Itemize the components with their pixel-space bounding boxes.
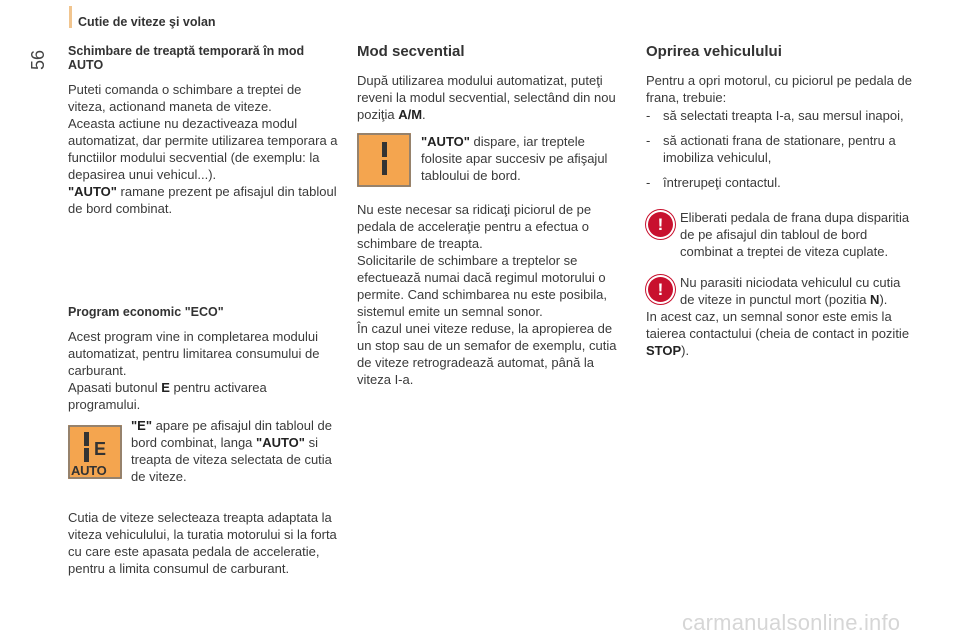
text: pentru activarea programului.: [68, 380, 267, 412]
bold-text: "AUTO": [421, 134, 470, 149]
eco-icon-description: [131, 417, 336, 485]
auto-label: AUTO: [71, 463, 107, 478]
list-dash: -: [646, 133, 651, 148]
paragraph: Aceasta actiune nu dezactiveaza modul automatizat, dar permite utilizarea temporara a functiilor modului secvential (de exemplu: la depasirea unui vehicul...).: [68, 116, 338, 182]
text: Nu parasiti niciodata vehiculul cu cutia de viteze in punctul mort (pozitia: [680, 275, 901, 307]
bold-text: "E": [131, 418, 152, 433]
bold-text: N: [870, 292, 880, 307]
text: .: [422, 107, 426, 122]
bold-text: "AUTO": [256, 435, 305, 450]
heading-eco-program: Program economic "ECO": [68, 305, 224, 319]
list-item-text: să actionati frana de stationare, pentru a imobiliza vehiculul,: [663, 133, 896, 165]
eco-e-label: E: [94, 439, 107, 459]
list-item: [646, 132, 922, 166]
text: ).: [879, 292, 888, 307]
bold-text: E: [161, 380, 170, 395]
page-number: 56: [28, 49, 48, 70]
heading-temporary-shift: Schimbare de treaptă temporară în mod AUTO: [68, 44, 305, 72]
list-item-text: întrerupeţi contactul.: [663, 175, 781, 190]
text: dispare, iar treptele folosite apar succesiv pe afişajul tabloului de bord.: [421, 134, 608, 183]
bold-text: A/M: [398, 107, 423, 122]
header-accent-bar: [69, 6, 72, 28]
list-item-text: să selectati treapta I-a, sau mersul inapoi,: [663, 108, 904, 123]
text: si treapta de viteza selectata de cutia de viteze.: [131, 435, 332, 484]
list-item: [646, 174, 922, 191]
watermark: carmanualsonline.info: [682, 610, 901, 635]
paragraph: Cutia de viteze selecteaza treapta adaptata la viteza vehiculului, la turatia motorului si la forta cu care este apasata pedala de acceleratie, pentru a limita consumul de carburant.: [68, 510, 337, 576]
paragraph: Puteti comanda o schimbare a treptei de viteza, actionand maneta de viteze.: [68, 82, 302, 114]
list-dash: -: [646, 175, 651, 190]
text: ramane prezent pe afisajul din tabloul de bord combinat.: [68, 184, 337, 216]
warning-icon: !: [648, 277, 673, 302]
column-middle: [357, 44, 629, 388]
heading-sequential-mode: Mod secvential: [357, 43, 465, 60]
text: După utilizarea modului automatizat, puteţi reveni la modul secvential, selectând din nou poziţia: [357, 73, 616, 122]
paragraph: [68, 183, 340, 217]
paragraph: Pentru a opri motorul, cu piciorul pe pedala de frana, trebuie:: [646, 73, 912, 105]
list-dash: -: [646, 108, 651, 123]
paragraph: [357, 72, 629, 123]
eco-auto-display-icon: [68, 425, 122, 479]
text: Apasati butonul: [68, 380, 162, 395]
bold-text: STOP: [646, 343, 682, 358]
paragraph: Acest program vine in completarea modului automatizat, pentru limitarea consumului de carburant.: [68, 329, 320, 378]
paragraph: Nu este necesar sa ridicaţi piciorul de pe pedala de acceleraţie pentru a efectua o schimbare de treapta.: [357, 202, 592, 251]
text: apare pe afisajul din tabloul de bord combinat, langa: [131, 418, 332, 450]
warning-icon: !: [648, 212, 673, 237]
column-left: [68, 44, 340, 577]
warning-text: Eliberati pedala de frana dupa disparitia de pe afisajul din tabloul de bord combinat a treptei de viteza cuplate.: [680, 210, 910, 259]
list-item: [646, 107, 922, 124]
paragraph: În cazul unei viteze reduse, la apropierea de un stop sau de un semafor de exemplu, cutia de viteze retrogradează automat, până la viteza I-a.: [357, 321, 617, 387]
bold-text: "AUTO": [68, 184, 117, 199]
sequential-display-icon: [357, 133, 411, 187]
warning-text: [680, 274, 918, 308]
section-title: Cutie de viteze şi volan: [78, 15, 216, 29]
text: ).: [681, 343, 690, 358]
paragraph: Solicitarile de schimbare a treptelor se efectuează numai dacă regimul motorului o permite. Cand schimbarea nu este posibila, sistemul emite un semnal sonor.: [357, 253, 608, 319]
text: In acest caz, un semnal sonor este emis la taierea contactului (cheia de contact in pozitie: [646, 309, 910, 341]
heading-stopping-vehicle: Oprirea vehiculului: [646, 43, 782, 60]
gear-indicator-icon: [357, 133, 411, 187]
sequential-icon-description: [421, 133, 626, 184]
paragraph: [68, 379, 340, 413]
paragraph: [646, 308, 922, 359]
column-right: [646, 44, 922, 359]
